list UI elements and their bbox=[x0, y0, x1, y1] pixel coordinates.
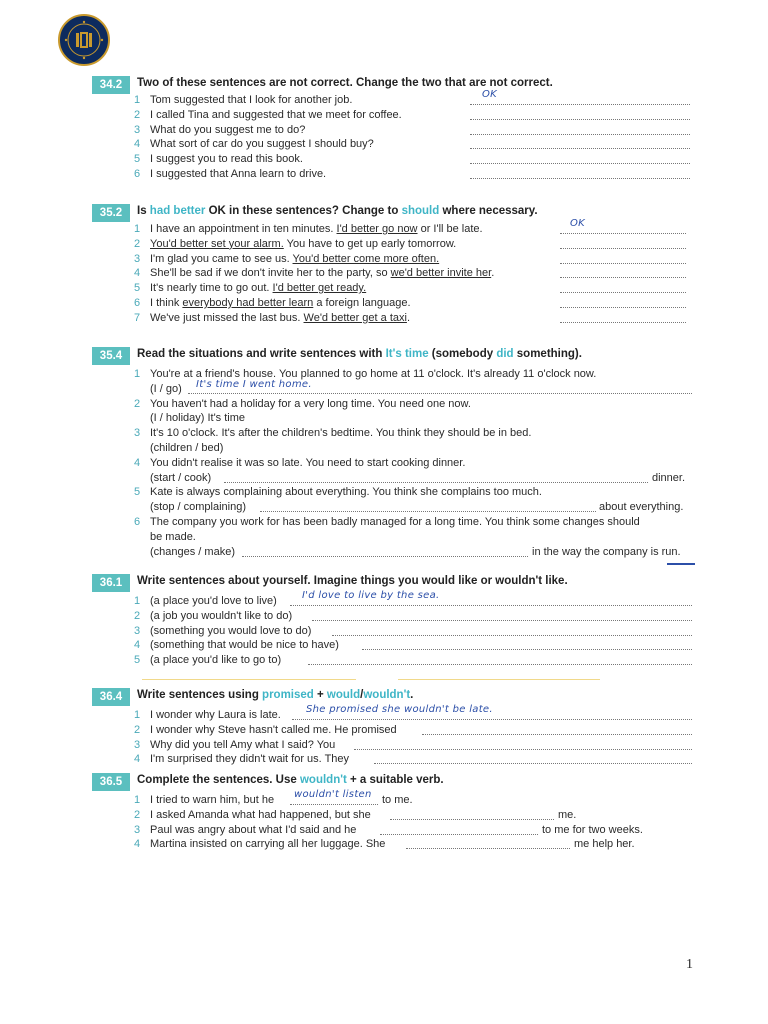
exercise-35-2 bbox=[92, 204, 702, 324]
exercise-number-badge: 35.4 bbox=[92, 347, 130, 365]
exercise-item: 3 I'm glad you came to see us. You'd better come more often. bbox=[134, 252, 700, 267]
exercise-item: 3 (something you would love to do) bbox=[134, 624, 700, 639]
exercise-item: 6 I suggested that Anna learn to drive. bbox=[134, 167, 700, 182]
exercise-number-badge: 36.1 bbox=[92, 574, 130, 592]
exercise-36-4 bbox=[92, 688, 702, 766]
answer-line[interactable] bbox=[224, 482, 648, 483]
exercise-item: 2 I wonder why Steve hasn't called me. He promised bbox=[134, 723, 700, 738]
exercise-prompt: (start / cook) dinner. bbox=[150, 471, 686, 484]
exercise-item: 1 You're at a friend's house. You planned to go home at 11 o'clock. It's already 11 o'clock now. bbox=[134, 368, 597, 380]
page-number: 1 bbox=[686, 957, 693, 972]
answer-line[interactable] bbox=[406, 848, 570, 849]
exercise-34-2 bbox=[92, 76, 702, 180]
answer-line[interactable] bbox=[374, 763, 692, 764]
exercise-number-badge: 35.2 bbox=[92, 204, 130, 222]
handwritten-answer: I'd love to live by the sea. bbox=[302, 590, 440, 601]
exercise-item: 4 Martina insisted on carrying all her luggage. She me help her. bbox=[134, 838, 635, 851]
answer-line[interactable] bbox=[560, 277, 686, 278]
exercise-item: 1 Tom suggested that I look for another job. OK bbox=[134, 93, 700, 108]
answer-line[interactable] bbox=[560, 292, 686, 293]
exercise-prompt: (changes / make) in the way the company is run. bbox=[150, 545, 681, 558]
exercise-prompt: (stop / complaining) about everything. bbox=[150, 501, 684, 514]
exercise-item: 3 Paul was angry about what I'd said and he to me for two weeks. bbox=[134, 823, 643, 836]
exercise-item: 2 You haven't had a holiday for a very long time. You need one now. bbox=[134, 397, 471, 410]
exercise-item: 5 Kate is always complaining about everything. You think she complains too much. bbox=[134, 486, 542, 499]
answer-line[interactable] bbox=[312, 620, 692, 621]
exercise-item: 4 What sort of car do you suggest I should buy? bbox=[134, 137, 700, 152]
exercise-number-badge: 36.5 bbox=[92, 773, 130, 791]
exercise-item: 5 I suggest you to read this book. bbox=[134, 152, 700, 167]
academy-logo bbox=[58, 14, 110, 66]
exercise-number-badge: 34.2 bbox=[92, 76, 130, 94]
exercise-item: 6 The company you work for has been badly managed for a long time. You think some changes should bbox=[134, 515, 640, 528]
exercise-item: 5 (a place you'd like to go to) bbox=[134, 653, 700, 668]
exercise-item: 3 What do you suggest me to do? bbox=[134, 123, 700, 138]
answer-line[interactable] bbox=[290, 804, 378, 805]
exercise-item: 4 She'll be sad if we don't invite her to the party, so we'd better invite her. bbox=[134, 266, 700, 281]
answer-line[interactable] bbox=[470, 119, 690, 120]
exercise-36-5 bbox=[92, 773, 702, 851]
exercise-item: 3 Why did you tell Amy what I said? You bbox=[134, 738, 700, 753]
answer-line[interactable] bbox=[422, 734, 692, 735]
exercise-item: 2 I asked Amanda what had happened, but she me. bbox=[134, 808, 577, 821]
handwritten-answer: It's time I went home. bbox=[196, 378, 312, 390]
answer-line[interactable] bbox=[390, 819, 554, 820]
handwritten-answer: wouldn't listen bbox=[294, 789, 372, 800]
answer-line[interactable] bbox=[560, 233, 686, 234]
answer-line[interactable] bbox=[362, 649, 692, 650]
exercise-item: 2 I called Tina and suggested that we meet for coffee. bbox=[134, 108, 700, 123]
answer-line[interactable] bbox=[470, 163, 690, 164]
exercise-item: 3 It's 10 o'clock. It's after the children's bedtime. You think they should be in bed. bbox=[134, 427, 532, 440]
exercise-item: 4 (something that would be nice to have) bbox=[134, 638, 700, 653]
exercise-item: 1 I tried to warn him, but he wouldn't listen to me. bbox=[134, 789, 413, 806]
answer-line[interactable] bbox=[242, 556, 528, 557]
answer-line[interactable] bbox=[560, 307, 686, 308]
exercise-35-4 bbox=[92, 347, 702, 558]
handwritten-answer: She promised she wouldn't be late. bbox=[306, 704, 493, 715]
exercise-item-continued: be made. bbox=[150, 530, 196, 543]
exercise-prompt: (I / go) It's time I went home. bbox=[134, 382, 700, 397]
logo-emblem-icon bbox=[60, 16, 108, 64]
answer-line[interactable] bbox=[332, 635, 692, 636]
exercise-prompt: (I / holiday) It's time bbox=[150, 412, 246, 425]
answer-line[interactable] bbox=[470, 104, 690, 105]
exercise-number-badge: 36.4 bbox=[92, 688, 130, 706]
exercise-item: 1 (a place you'd love to live) I'd love to live by the sea. bbox=[134, 594, 700, 609]
answer-line[interactable] bbox=[560, 322, 686, 323]
handwritten-answer: OK bbox=[482, 89, 498, 100]
answer-line[interactable] bbox=[354, 749, 692, 750]
answer-line[interactable] bbox=[560, 263, 686, 264]
exercise-instruction: Write sentences using promised + would/wouldn't. bbox=[137, 689, 414, 701]
exercise-36-1 bbox=[92, 574, 702, 667]
decorative-line bbox=[142, 679, 356, 680]
decorative-line bbox=[398, 679, 600, 680]
exercise-item: 4 I'm surprised they didn't wait for us. They bbox=[134, 752, 700, 767]
answer-line[interactable] bbox=[560, 248, 686, 249]
answer-line[interactable] bbox=[260, 511, 596, 512]
exercise-prompt: (children / bed) bbox=[150, 441, 224, 454]
answer-line[interactable] bbox=[380, 834, 538, 835]
answer-line[interactable] bbox=[292, 719, 692, 720]
answer-line[interactable] bbox=[290, 605, 692, 606]
answer-line[interactable] bbox=[188, 393, 692, 394]
exercise-item: 1 I have an appointment in ten minutes. I'd better go now or I'll be late. OK bbox=[134, 222, 700, 237]
exercise-item: 2 (a job you wouldn't like to do) bbox=[134, 609, 700, 624]
exercise-item: 1 I wonder why Laura is late. She promised she wouldn't be late. bbox=[134, 708, 700, 723]
exercise-item: 6 I think everybody had better learn a foreign language. bbox=[134, 296, 700, 311]
exercise-instruction: Complete the sentences. Use wouldn't + a suitable verb. bbox=[137, 774, 444, 786]
exercise-item: 2 You'd better set your alarm. You have to get up early tomorrow. bbox=[134, 237, 700, 252]
answer-line[interactable] bbox=[470, 134, 690, 135]
answer-line[interactable] bbox=[470, 148, 690, 149]
exercise-instruction: Write sentences about yourself. Imagine things you would like or wouldn't like. bbox=[137, 575, 568, 587]
exercise-instruction: Two of these sentences are not correct. Change the two that are not correct. bbox=[137, 77, 553, 89]
decorative-underline bbox=[667, 563, 695, 565]
answer-line[interactable] bbox=[470, 178, 690, 179]
answer-line[interactable] bbox=[308, 664, 692, 665]
exercise-item: 4 You didn't realise it was so late. You need to start cooking dinner. bbox=[134, 456, 466, 469]
exercise-instruction: Is had better OK in these sentences? Change to should where necessary. bbox=[137, 205, 538, 217]
exercise-instruction: Read the situations and write sentences with It's time (somebody did something). bbox=[137, 348, 582, 360]
exercise-item: 7 We've just missed the last bus. We'd better get a taxi. bbox=[134, 311, 700, 326]
exercise-item: 5 It's nearly time to go out. I'd better get ready. bbox=[134, 281, 700, 296]
handwritten-answer: OK bbox=[570, 218, 586, 229]
